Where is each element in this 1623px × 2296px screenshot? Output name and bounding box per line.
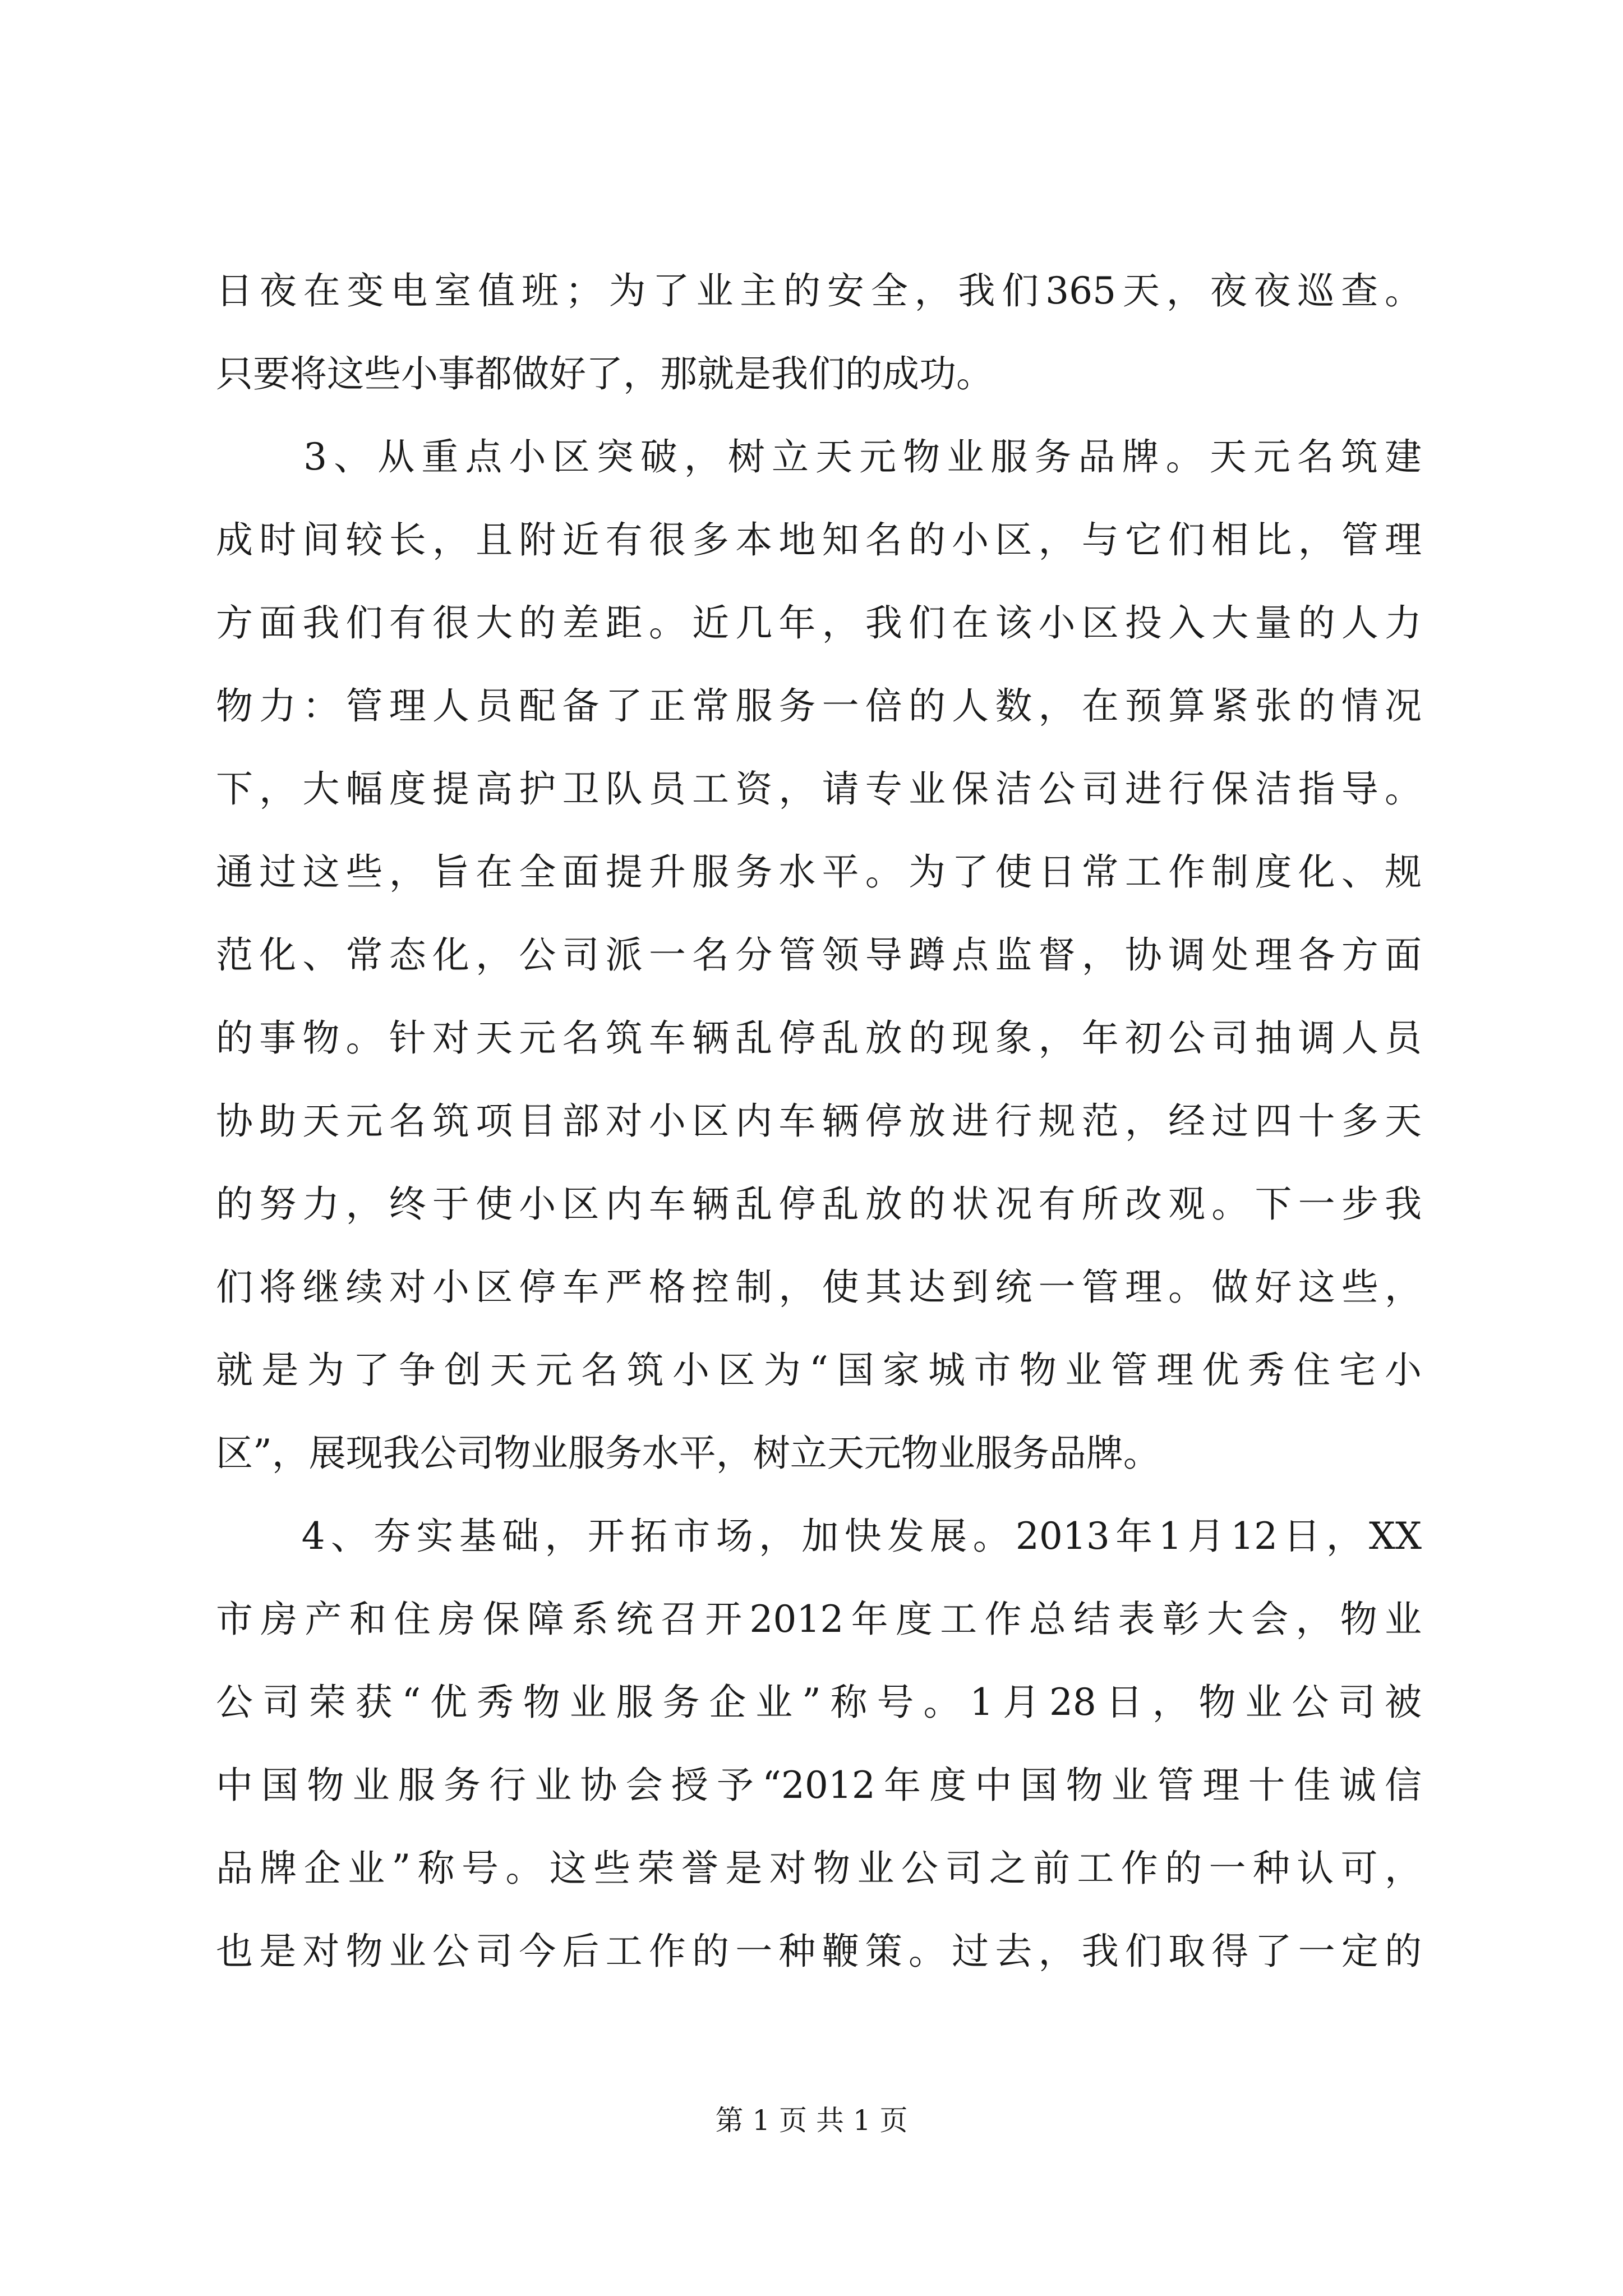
text-line: 日夜在变电室值班；为了业主的安全，我们365天，夜夜巡查。 — [216, 269, 1422, 312]
text-line: 范化、常态化，公司派一名分管领导蹲点监督，协调处理各方面 — [216, 933, 1422, 977]
text-line: 的努力，终于使小区内车辆乱停乱放的状况有所改观。下一步我 — [216, 1182, 1422, 1226]
text-line: 们将继续对小区停车严格控制，使其达到统一管理。做好这些， — [216, 1266, 1422, 1309]
text-line: 通过这些，旨在全面提升服务水平。为了使日常工作制度化、规 — [216, 850, 1422, 894]
text-line: 区”，展现我公司物业服务水平，树立天元物业服务品牌。 — [216, 1432, 1160, 1475]
text-line: 方面我们有很大的差距。近几年，我们在该小区投入大量的人力 — [216, 601, 1422, 645]
text-line: 市房产和住房保障系统召开2012年度工作总结表彰大会，物业 — [216, 1598, 1422, 1641]
text-line: 成时间较长，且附近有很多本地知名的小区，与它们相比，管理 — [216, 518, 1422, 562]
document-body — [216, 250, 1422, 1993]
text-line: 中国物业服务行业协会授予“2012年度中国物业管理十佳诚信 — [216, 1764, 1422, 1807]
text-line: 就是为了争创天元名筑小区为“国家城市物业管理优秀住宅小 — [216, 1349, 1422, 1392]
text-line: 品牌企业”称号。这些荣誉是对物业公司之前工作的一种认可， — [216, 1847, 1422, 1890]
text-line: 下，大幅度提高护卫队员工资，请专业保洁公司进行保洁指导。 — [216, 767, 1422, 811]
text-line: 物力：管理人员配备了正常服务一倍的人数，在预算紧张的情况 — [216, 684, 1422, 728]
text-line: 的事物。针对天元名筑车辆乱停乱放的现象，年初公司抽调人员 — [216, 1016, 1422, 1060]
text-line: 协助天元名筑项目部对小区内车辆停放进行规范，经过四十多天 — [216, 1099, 1422, 1143]
text-line: 4、夯实基础，开拓市场，加快发展。2013年1月12日，XX — [216, 1515, 1422, 1558]
page-footer: 第 1 页 共 1 页 — [715, 2104, 908, 2137]
text-line: 也是对物业公司今后工作的一种鞭策。过去，我们取得了一定的 — [216, 1930, 1422, 1973]
text-line: 只要将这些小事都做好了，那就是我们的成功。 — [216, 352, 993, 395]
text-line: 3、从重点小区突破，树立天元物业服务品牌。天元名筑建 — [216, 435, 1422, 478]
text-line: 公司荣获“优秀物业服务企业”称号。1月28日，物业公司被 — [216, 1681, 1422, 1724]
